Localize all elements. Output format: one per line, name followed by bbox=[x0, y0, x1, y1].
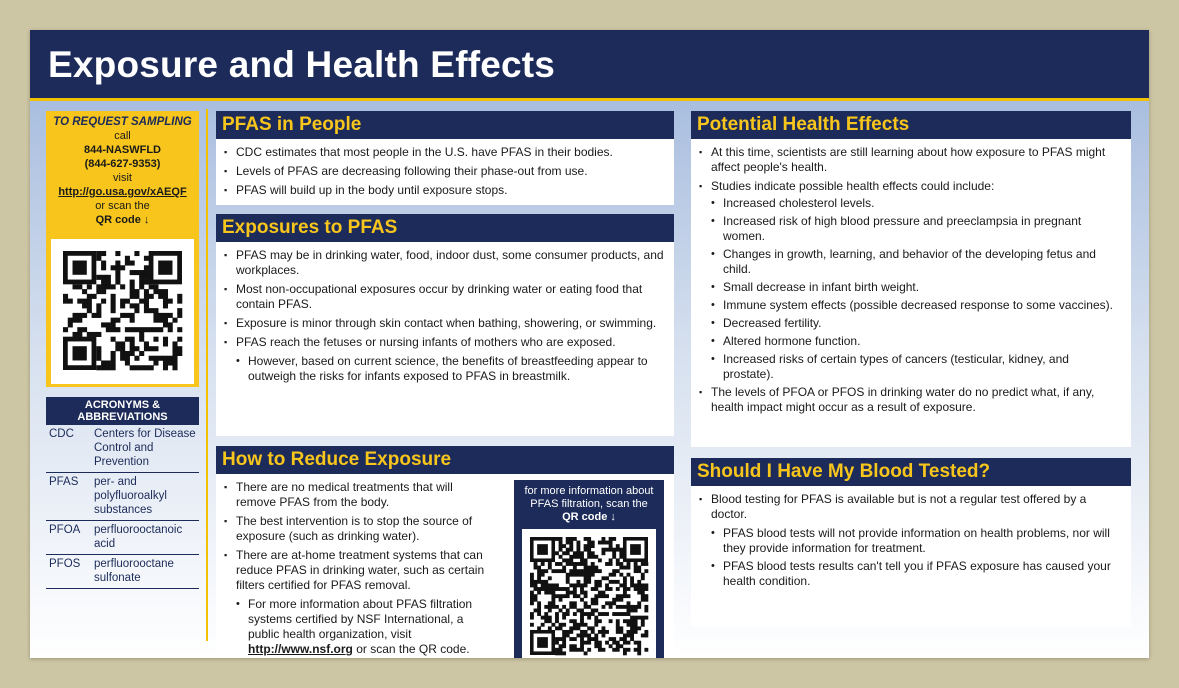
list-item: ▪ PFAS reach the fetuses or nursing infants of mothers who are exposed. bbox=[224, 335, 668, 350]
nsf-link[interactable]: http://www.nsf.org bbox=[248, 642, 353, 656]
header-bar bbox=[30, 30, 1149, 101]
acronyms-heading bbox=[46, 397, 199, 425]
list-sub-item: • Increased risk of high blood pressure and preeclampsia in pregnant women. bbox=[699, 214, 1117, 244]
sampling-url-link[interactable]: http://go.usa.gov/xAEQF bbox=[58, 186, 187, 198]
list-item: ▪ PFAS will build up in the body until exposure stops. bbox=[224, 183, 668, 198]
list-item: ▪ Levels of PFAS are decreasing following their phase-out from use. bbox=[224, 164, 668, 179]
sampling-qr-code[interactable] bbox=[51, 239, 194, 384]
reduce-exposure-title: How to Reduce Exposure bbox=[216, 446, 674, 474]
acronyms-table bbox=[46, 397, 199, 589]
health-effects-panel bbox=[691, 111, 1131, 447]
list-item: ▪ Studies indicate possible health effects could include: bbox=[699, 179, 1117, 194]
exposures-panel bbox=[216, 214, 674, 436]
acronym-definition: perfluorooctanoic acid bbox=[94, 524, 183, 550]
acronym-abbr: PFAS bbox=[49, 476, 79, 488]
list-sub-item: • PFAS blood tests will not provide information on health problems, nor will they provide information for treatment. bbox=[699, 526, 1117, 556]
acronym-definition: Centers for Disease Control and Prevention bbox=[94, 428, 196, 468]
acronym-definition: perfluorooctane sulfonate bbox=[94, 558, 174, 584]
sampling-title: TO REQUEST SAMPLING bbox=[53, 116, 192, 128]
acronym-abbr: PFOA bbox=[49, 524, 81, 536]
sampling-request-box bbox=[46, 111, 199, 387]
poster bbox=[30, 30, 1149, 658]
sampling-call-label: call bbox=[114, 130, 131, 142]
acronym-definition: per- and polyfluoroalkyl substances bbox=[94, 476, 167, 516]
acronym-row bbox=[46, 521, 199, 555]
filtration-qr-code[interactable] bbox=[522, 529, 656, 658]
acronym-row bbox=[46, 555, 199, 589]
list-item: ▪ The best intervention is to stop the source of exposure (such as drinking water). bbox=[224, 514, 494, 544]
sidebar bbox=[30, 101, 208, 658]
list-sub-item: • Small decrease in infant birth weight. bbox=[699, 280, 1117, 295]
acronym-row bbox=[46, 425, 199, 473]
content-area bbox=[30, 101, 1149, 658]
list-sub-item: • PFAS blood tests results can't tell you if PFAS exposure has caused your health condition. bbox=[699, 559, 1117, 589]
qr-code-icon bbox=[522, 529, 656, 658]
sampling-phone-number: (844-627-9353) bbox=[84, 158, 161, 170]
list-item: ▪ The levels of PFOA or PFOS in drinking water do no predict what, if any, health impact might occur as a result of exposure. bbox=[699, 385, 1117, 415]
list-sub-item: • Decreased fertility. bbox=[699, 316, 1117, 331]
list-sub-item: • Increased cholesterol levels. bbox=[699, 196, 1117, 211]
exposures-title: Exposures to PFAS bbox=[216, 214, 674, 242]
list-sub-item: • Changes in growth, learning, and behavior of the developing fetus and child. bbox=[699, 247, 1117, 277]
sidebar-divider bbox=[206, 109, 208, 641]
list-item: ▪ CDC estimates that most people in the U.S. have PFAS in their bodies. bbox=[224, 145, 668, 160]
nsf-info-text: For more information about PFAS filtration systems certified by NSF International, a public health organization, visit bbox=[248, 597, 473, 641]
list-item: ▪ Blood testing for PFAS is available but is not a regular test offered by a doctor. bbox=[699, 492, 1117, 522]
blood-test-panel bbox=[691, 458, 1131, 626]
list-sub-item bbox=[224, 597, 494, 657]
sampling-scan-label: or scan the bbox=[95, 200, 150, 212]
blood-test-title: Should I Have My Blood Tested? bbox=[691, 458, 1131, 486]
list-item: ▪ Exposure is minor through skin contact when bathing, showering, or swimming. bbox=[224, 316, 668, 331]
nsf-info-suffix: or scan the QR code. bbox=[356, 642, 470, 656]
list-sub-item: • However, based on current science, the benefits of breastfeeding appear to outweigh the risks for infants exposed to PFAS in breastmilk. bbox=[224, 354, 668, 384]
list-sub-item: • Altered hormone function. bbox=[699, 334, 1117, 349]
list-sub-item: • Immune system effects (possible decreased response to some vaccines). bbox=[699, 298, 1117, 313]
list-item: ▪ There are no medical treatments that will remove PFAS from the body. bbox=[224, 480, 494, 510]
pfas-in-people-title: PFAS in People bbox=[216, 111, 674, 139]
sampling-phone-name: 844-NASWFLD bbox=[83, 144, 161, 156]
sampling-qr-label: QR code ↓ bbox=[95, 214, 150, 226]
list-item: ▪ There are at-home treatment systems that can reduce PFAS in drinking water, such as certain filters certified for PFAS removal. bbox=[224, 548, 494, 593]
filtration-qr-text-3: QR code ↓ bbox=[562, 511, 616, 523]
health-effects-title: Potential Health Effects bbox=[691, 111, 1131, 139]
list-item: ▪ PFAS may be in drinking water, food, indoor dust, some consumer products, and workplaces. bbox=[224, 248, 668, 278]
acronym-row bbox=[46, 473, 199, 521]
acronym-abbr: PFOS bbox=[49, 558, 81, 570]
list-item: ▪ At this time, scientists are still learning about how exposure to PFAS might affect people's health. bbox=[699, 145, 1117, 175]
filtration-qr-text-2: PFAS filtration, scan the bbox=[530, 498, 648, 510]
list-sub-item: • Increased risks of certain types of cancers (testicular, kidney, and prostate). bbox=[699, 352, 1117, 382]
filtration-qr-box bbox=[514, 480, 664, 658]
acronym-abbr: CDC bbox=[49, 428, 74, 440]
acronyms-heading-line-2: ABBREVIATIONS bbox=[77, 411, 168, 423]
acronyms-heading-line-1: ACRONYMS & bbox=[84, 399, 161, 411]
list-item: ▪ Most non-occupational exposures occur by drinking water or eating food that contain PFAS. bbox=[224, 282, 668, 312]
filtration-qr-text-1: for more information about bbox=[524, 485, 654, 497]
page-title: Exposure and Health Effects bbox=[48, 44, 556, 85]
pfas-in-people-panel bbox=[216, 111, 674, 205]
qr-code-icon bbox=[51, 239, 194, 384]
sampling-visit-label: visit bbox=[113, 172, 132, 184]
